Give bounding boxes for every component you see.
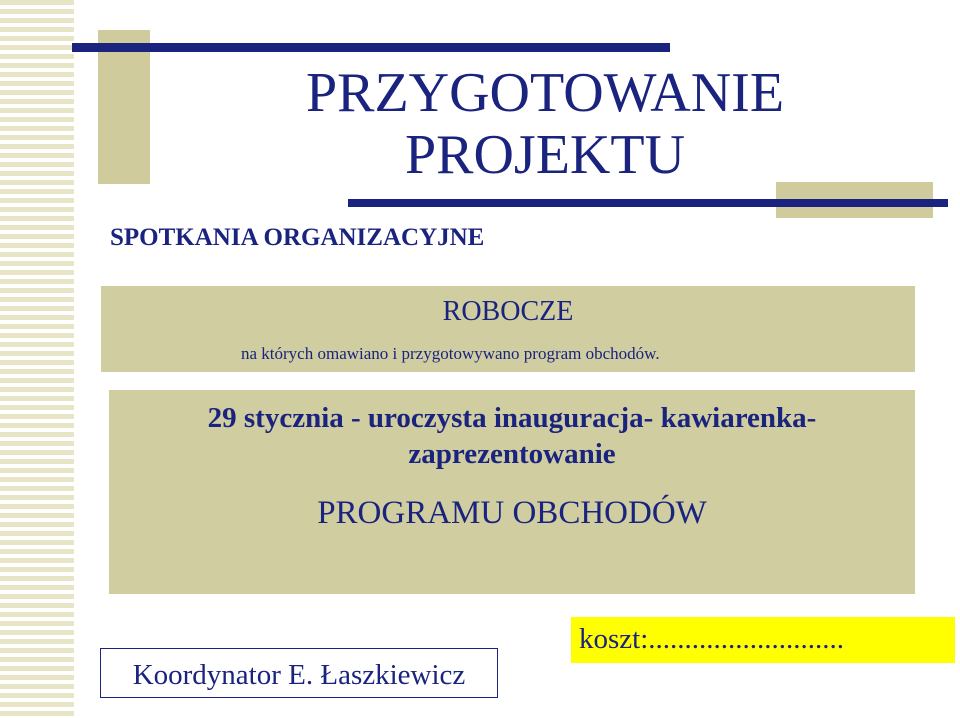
inauguration-box [109,390,915,594]
robocze-box [101,286,915,372]
decorative-blue-bar-middle [348,199,948,207]
title-line-1: PRZYGOTOWANIE [305,62,785,124]
inauguration-line-2: zaprezentowanie [408,438,616,470]
inauguration-line-1: 29 stycznia - uroczysta inauguracja- kawiarenka- [207,402,817,434]
slide-subtitle: SPOTKANIA ORGANIZACYJNE [110,224,485,251]
title-line-2: PROJEKTU [404,124,686,186]
decorative-stripe-column [0,0,74,718]
decorative-blue-bar-top [72,43,670,52]
robocze-description: na których omawiano i przygotowywano program obchodów. [241,344,660,363]
program-heading: PROGRAMU OBCHODÓW [317,495,707,531]
robocze-heading: ROBOCZE [442,296,574,327]
coordinator-box: Koordynator E. Łaszkiewicz [100,648,498,698]
inauguration-text [109,400,915,472]
cost-box: koszt:........................... [571,617,955,663]
slide-title [200,62,890,186]
decorative-tan-block-left [98,30,150,184]
